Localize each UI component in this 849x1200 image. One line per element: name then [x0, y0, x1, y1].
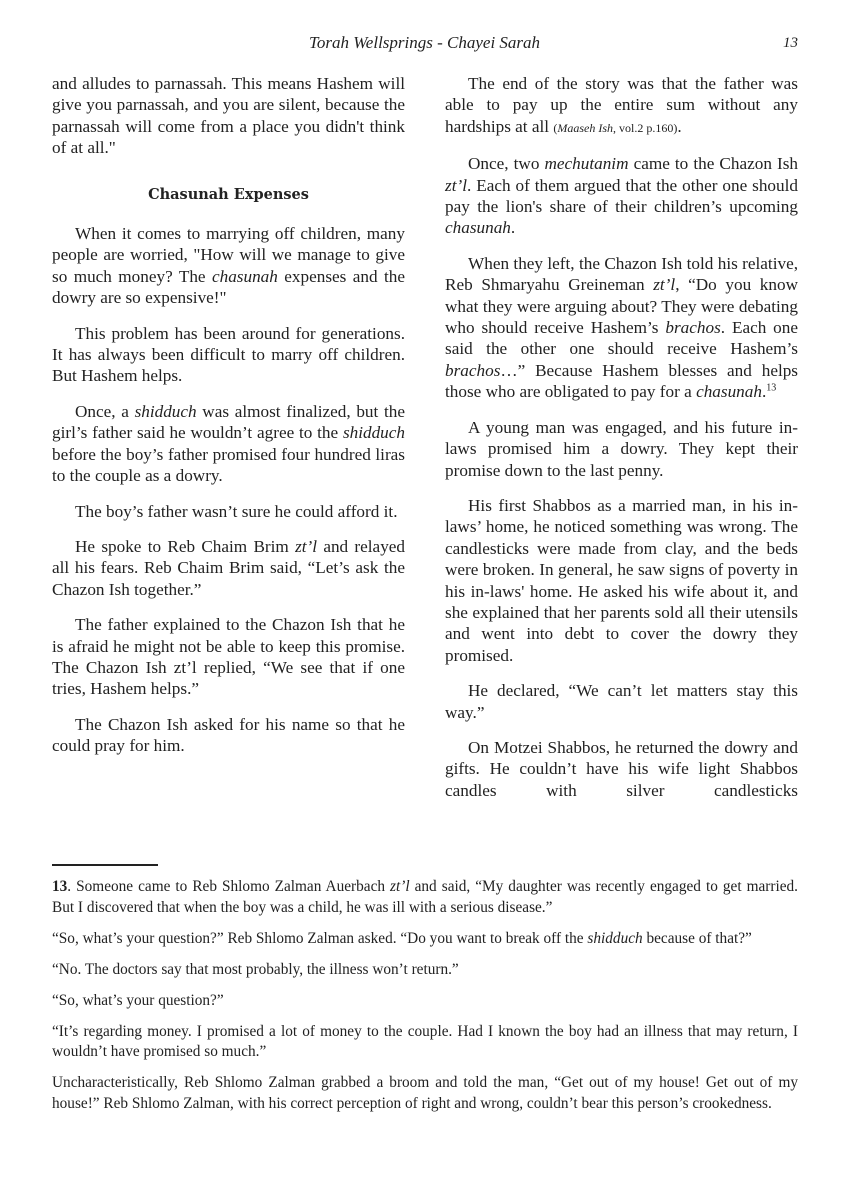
- text-segment: zt’l: [390, 878, 410, 895]
- paragraph: [445, 73, 798, 139]
- paragraph: [52, 501, 405, 522]
- paragraph: [445, 253, 798, 403]
- text-segment: .: [677, 116, 682, 136]
- paragraph: [52, 614, 405, 700]
- text-segment: Once, two: [468, 154, 545, 174]
- text-segment: A young man was engaged, and his future in-laws promised him a dowry. They kept their promise down to the last penny.: [445, 417, 798, 480]
- text-segment: expenses and the dowry are so expensive!": [52, 266, 405, 308]
- text-segment: He spoke to Reb Chaim Brim: [75, 536, 296, 556]
- right-column: [445, 73, 798, 815]
- text-segment: When they left, the Chazon Ish told his relative, Reb Shmaryahu Greineman: [445, 253, 798, 295]
- text-segment: zt’l: [445, 175, 467, 195]
- text-segment: shidduch: [342, 423, 405, 443]
- text-segment: , vol.2 p.160): [613, 120, 678, 135]
- left-paragraphs: [52, 223, 405, 757]
- paragraph: [445, 495, 798, 666]
- text-segment: “No. The doctors say that most probably, the illness won’t return.”: [52, 960, 459, 978]
- text-segment: . Each of them argued that the other one should pay the lion's share of their children’s upcoming: [445, 175, 798, 217]
- paragraph: [52, 73, 405, 159]
- text-segment: The Chazon Ish asked for his name so that he could pray for him.: [52, 714, 405, 756]
- paragraph: [445, 417, 798, 481]
- text-segment: The end of the story was that the father was able to pay up the entire sum without any hardships at all: [445, 74, 798, 136]
- text-segment: , “Do you know what they were arguing about? They were debating who should receive Hashem’s: [445, 275, 798, 338]
- text-segment: came to the Chazon Ish: [628, 154, 798, 174]
- text-segment: The boy’s father wasn’t sure he could afford it.: [75, 501, 398, 521]
- text-segment: (: [553, 120, 558, 135]
- text-segment: .: [510, 218, 516, 238]
- text-segment: “So, what’s your question?” Reb Shlomo Zalman asked. “Do you want to break off the: [52, 929, 588, 947]
- right-paragraphs: [445, 73, 798, 801]
- section-heading: Chasunah Expenses: [148, 185, 309, 203]
- text-segment: chasunah: [211, 266, 278, 286]
- footnote-reference: 13: [766, 382, 777, 394]
- text-segment: shidduch: [587, 929, 643, 947]
- paragraph: [52, 536, 405, 600]
- paragraph: [52, 223, 405, 309]
- text-segment: before the boy’s father promised four hundred liras to the couple as a dowry.: [52, 444, 405, 486]
- footnote-paragraph: [52, 991, 798, 1012]
- text-segment: chasunah: [445, 218, 511, 238]
- text-segment: and alludes to parnassah. This means Hashem will give you parnassah, and you are silent, because the parnassah will come from a place you didn't think of at all.": [52, 74, 405, 158]
- paragraph: [52, 323, 405, 387]
- text-segment: “It’s regarding money. I promised a lot of money to the couple. Had I known the boy had an illness that may return, I wouldn’t have promised so much.”: [52, 1022, 798, 1060]
- text-segment: . Each one said the other one should receive Hashem’s: [445, 318, 798, 359]
- text-segment: zt’l: [295, 536, 318, 556]
- text-segment: mechutanim: [544, 154, 629, 174]
- footnote-paragraph: [52, 929, 798, 950]
- text-segment: This problem has been around for generations. It has always been difficult to marry off children. But Hashem helps.: [52, 323, 405, 386]
- text-segment: brachos: [665, 318, 721, 338]
- paragraph: [445, 737, 798, 801]
- paragraph: [445, 680, 798, 723]
- text-segment: because of that?”: [642, 929, 752, 947]
- footnote-paragraph: [52, 877, 798, 918]
- text-segment: zt’l: [653, 275, 676, 295]
- text-segment: . Someone came to Reb Shlomo Zalman Auerbach: [67, 878, 391, 895]
- text-segment: “So, what’s your question?”: [52, 991, 224, 1009]
- text-segment: 13: [52, 878, 68, 895]
- text-segment: and said, “My daughter was recently engaged to get married. But I discovered that when the boy was a child, he was ill with a serious disease.”: [52, 878, 798, 916]
- text-segment: brachos: [445, 360, 501, 380]
- text-segment: was almost finalized, but the girl’s father said he wouldn’t agree to the: [52, 401, 405, 443]
- footnote-paragraph: [52, 960, 798, 981]
- text-segment: …” Because Hashem blesses and helps those who are obligated to pay for a: [445, 360, 798, 402]
- left-column: [52, 73, 405, 771]
- text-segment: Maaseh Ish: [557, 120, 614, 135]
- paragraph: [52, 401, 405, 487]
- page-number: 13: [783, 35, 798, 51]
- footnotes: [52, 877, 798, 1125]
- text-segment: When it comes to marrying off children, many people are worried, "How will we manage to give so much money? The: [52, 224, 405, 286]
- paragraph: [445, 153, 798, 239]
- footnote-paragraph: [52, 1022, 798, 1063]
- text-segment: chasunah: [696, 382, 762, 402]
- running-header-title: Torah Wellsprings - Chayei Sarah: [308, 33, 541, 52]
- text-segment: shidduch: [134, 401, 197, 421]
- text-segment: Once, a: [75, 401, 135, 421]
- text-segment: and relayed all his fears. Reb Chaim Brim said, “Let’s ask the Chazon Ish together.”: [52, 536, 406, 599]
- text-segment: On Motzei Shabbos, he returned the dowry and gifts. He couldn’t have his wife light Shabbos candles with silver candlesticks: [445, 737, 798, 800]
- left-intro-paragraphs: [52, 73, 405, 159]
- text-segment: Uncharacteristically, Reb Shlomo Zalman grabbed a broom and told the man, “Get out of my house! Get out of my house!” Reb Shlomo Zalman, with his correct perception of right and wrong, couldn’t bear this person’s crookedness.: [52, 1074, 798, 1112]
- footnote-divider: [52, 864, 158, 866]
- text-segment: .: [761, 382, 767, 402]
- text-segment: The father explained to the Chazon Ish that he is afraid he might not be able to keep this promise. The Chazon Ish zt’l replied, “We see that if one tries, Hashem helps.”: [52, 615, 405, 699]
- text-segment: He declared, “We can’t let matters stay this way.”: [445, 681, 798, 722]
- footnote-paragraph: [52, 1073, 798, 1114]
- text-segment: His first Shabbos as a married man, in his in-laws’ home, he noticed something was wrong. The candlesticks were made from clay, and the beds were broken. In general, he saw signs of poverty in his in-laws' home. He asked his wife about it, and she explained that her parents sold all their utensils and went into debt to cover the dowry they promised.: [445, 495, 798, 665]
- paragraph: [52, 714, 405, 757]
